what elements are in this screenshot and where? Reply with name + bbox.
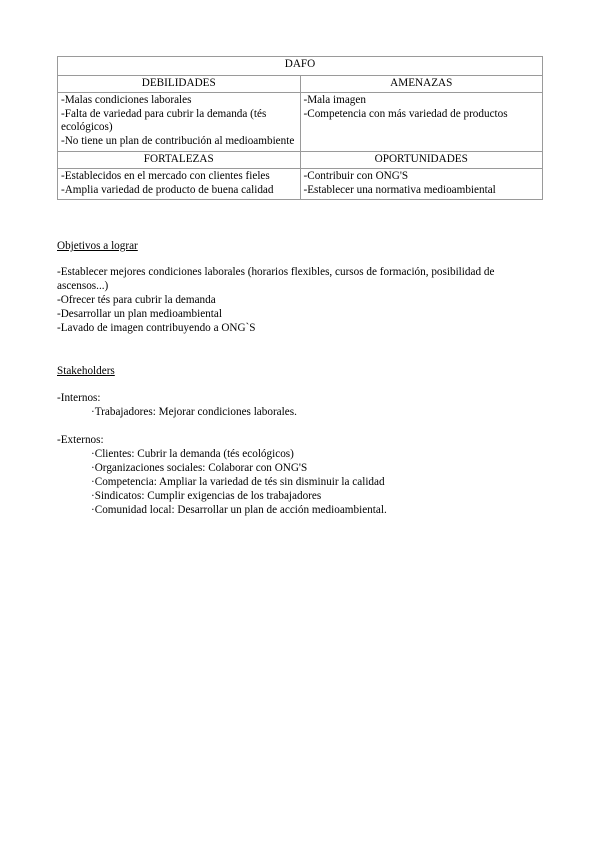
- externos-item: ·Organizaciones sociales: Colaborar con ONG'S: [91, 462, 308, 474]
- amenazas-cell: [300, 93, 543, 152]
- internos-label: -Internos:: [57, 392, 101, 404]
- fortalezas-item: -Establecidos en el mercado con clientes fieles: [61, 170, 270, 183]
- objetivos-item: -Desarrollar un plan medioambiental: [57, 308, 222, 320]
- oportunidades-cell: [300, 169, 543, 200]
- externos-item: ·Comunidad local: Desarrollar un plan de acción medioambiental.: [91, 504, 387, 516]
- dafo-title: DAFO: [58, 57, 543, 76]
- debilidades-item: -No tiene un plan de contribución al medioambiente: [61, 134, 295, 147]
- externos-label: -Externos:: [57, 434, 104, 446]
- oportunidades-item: -Establecer una normativa medioambiental: [303, 183, 496, 196]
- debilidades-cell: [58, 93, 301, 152]
- objetivos-heading: Objetivos a lograr: [57, 240, 138, 252]
- dafo-table: [57, 56, 543, 200]
- amenazas-item: -Mala imagen: [303, 94, 366, 107]
- amenazas-item: -Competencia con más variedad de productos: [303, 107, 508, 120]
- debilidades-item: -Falta de variedad para cubrir la demanda (tés ecológicos): [61, 107, 267, 134]
- oportunidades-header: OPORTUNIDADES: [300, 152, 543, 169]
- externos-item: ·Competencia: Ampliar la variedad de tés sin disminuir la calidad: [91, 476, 385, 488]
- stakeholders-heading: Stakeholders: [57, 365, 115, 377]
- internos-block: [57, 391, 543, 419]
- fortalezas-item: -Amplia variedad de producto de buena calidad: [61, 183, 274, 196]
- objetivos-item: -Ofrecer tés para cubrir la demanda: [57, 294, 216, 306]
- objetivos-list: [57, 265, 543, 335]
- externos-block: [57, 433, 543, 517]
- fortalezas-cell: [58, 169, 301, 200]
- amenazas-header: AMENAZAS: [300, 76, 543, 93]
- document-page: [57, 56, 543, 200]
- internos-item: ·Trabajadores: Mejorar condiciones laborales.: [91, 406, 297, 418]
- externos-item: ·Clientes: Cubrir la demanda (tés ecológicos): [91, 448, 294, 460]
- debilidades-item: -Malas condiciones laborales: [61, 94, 192, 107]
- objetivos-item: -Lavado de imagen contribuyendo a ONG`S: [57, 322, 256, 334]
- externos-item: ·Sindicatos: Cumplir exigencias de los trabajadores: [91, 490, 322, 502]
- debilidades-header: DEBILIDADES: [58, 76, 301, 93]
- fortalezas-header: FORTALEZAS: [58, 152, 301, 169]
- objetivos-item: -Establecer mejores condiciones laborales (horarios flexibles, cursos de formación, posibilidad de ascensos...): [57, 266, 498, 292]
- oportunidades-item: -Contribuir con ONG'S: [303, 170, 409, 183]
